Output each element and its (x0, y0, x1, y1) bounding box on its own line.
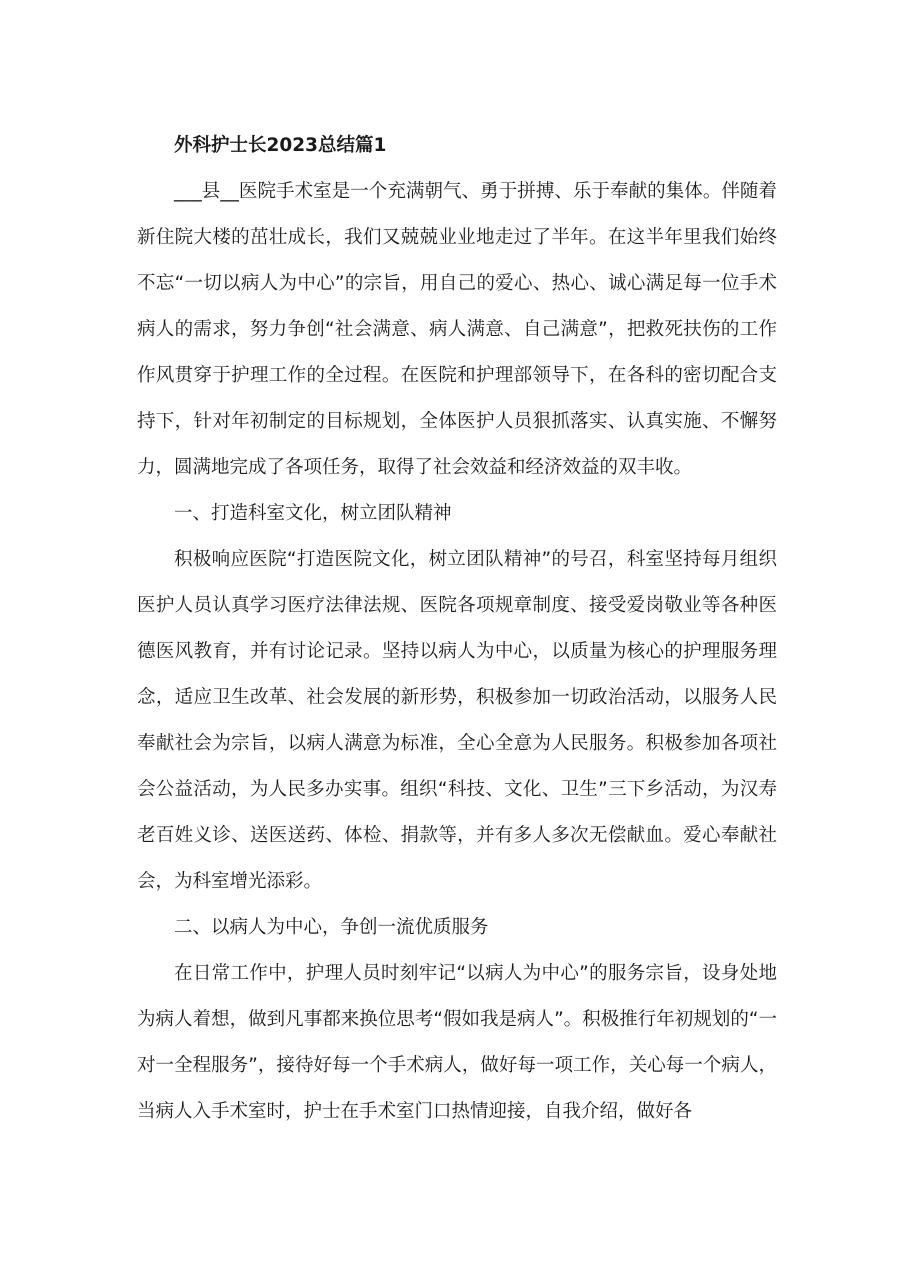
section-heading-2: 二、以病人为中心，争创一流优质服务 (174, 917, 489, 938)
paragraph-intro: ___县__医院手术室是一个充满朝气、勇于拼搏、乐于奉献的集体。伴随着新住院大楼的茁壮成长，我们又兢兢业业地走过了半年。在这半年里我们始终不忘“一切以病人为中心”的宗旨，用自己的爱心、热心、诚心满足每一位手术病人的需求，努力争创“社会满意、病人满意、自己满意”，把救死扶伤的工作作风贯穿于护理工作的全过程。在医院和护理部领导下，在各科的密切配合支持下，针对年初制定的目标规划，全体医护人员狠抓落实、认真实施、不懈努力，圆满地完成了各项任务，取得了社会效益和经济效益的双丰收。 (137, 181, 777, 478)
document-title: 外科护士长2023总结篇1 (174, 135, 387, 156)
section-heading-1: 一、打造科室文化，树立团队精神 (174, 503, 452, 524)
paragraph-section-2: 在日常工作中，护理人员时刻牢记“以病人为中心”的服务宗旨，设身处地为病人着想，做到凡事都来换位思考“假如我是病人”。积极推行年初规划的“一对一全程服务”，接待好每一个手术病人，做好每一项工作，关心每一个病人，当病人入手术室时，护士在手术室门口热情迎接，自我介绍，做好各 (137, 963, 777, 1122)
paragraph-section-1: 积极响应医院“打造医院文化，树立团队精神”的号召，科室坚持每月组织医护人员认真学习医疗法律法规、医院各项规章制度、接受爱岗敬业等各种医德医风教育，并有讨论记录。坚持以病人为中心，以质量为核心的护理服务理念，适应卫生改革、社会发展的新形势，积极参加一切政治活动，以服务人民奉献社会为宗旨，以病人满意为标准，全心全意为人民服务。积极参加各项社会公益活动，为人民多办实事。组织“科技、文化、卫生”三下乡活动，为汉寿老百姓义诊、送医送药、体检、捐款等，并有多人多次无偿献血。爱心奉献社会，为科室增光添彩。 (137, 549, 777, 892)
document-body (137, 123, 777, 1135)
